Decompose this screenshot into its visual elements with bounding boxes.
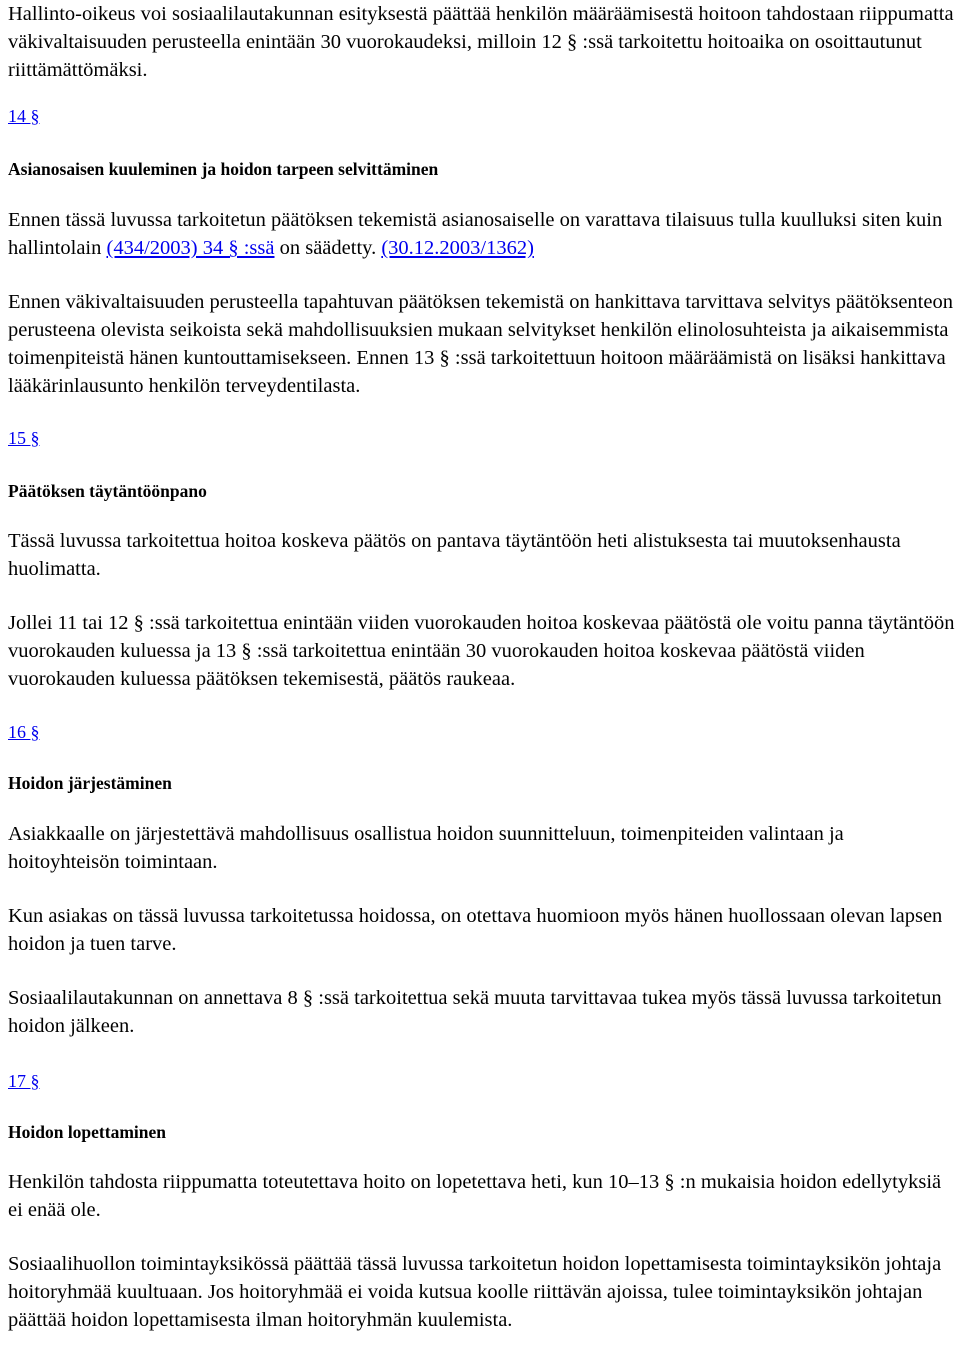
section-16-paragraph-2: Kun asiakas on tässä luvussa tarkoitetussa hoidossa, on otettava huomioon myös hänen huollossaan olevan lapsen hoidon ja tuen tarve. bbox=[8, 905, 943, 955]
amendment-reference-link[interactable]: (30.12.2003/1362) bbox=[381, 237, 534, 259]
section-14-link[interactable]: 14 § bbox=[8, 106, 40, 126]
section-17-title: Hoidon lopettaminen bbox=[8, 1122, 167, 1142]
section-15-link[interactable]: 15 § bbox=[8, 428, 40, 448]
section-16-link[interactable]: 16 § bbox=[8, 722, 40, 742]
section-15-paragraph-1: Tässä luvussa tarkoitettua hoitoa koskeva päätös on pantava täytäntöön heti alistuksesta tai muutoksenhausta huolimatta. bbox=[8, 530, 901, 580]
section-16-paragraph-1: Asiakkaalle on järjestettävä mahdollisuus osallistua hoidon suunnitteluun, toimenpiteiden valintaan ja hoitoyhteisön toimintaan. bbox=[8, 823, 844, 873]
section-15-paragraph-2: Jollei 11 tai 12 § :ssä tarkoitettua enintään viiden vuorokauden hoitoa koskevaa päätöstä ole voitu panna täytäntöön vuorokauden kuluessa ja 13 § :ssä tarkoitettua enintään 30 vuorokauden hoitoa koskevaa päätöstä viiden vuorokauden kuluessa päätöksen tekemisestä, päätös raukeaa. bbox=[8, 612, 955, 690]
section-14-title: Asianosaisen kuuleminen ja hoidon tarpeen selvittäminen bbox=[8, 159, 439, 179]
section-16-title: Hoidon järjestäminen bbox=[8, 773, 172, 793]
section-16-paragraph-3: Sosiaalilautakunnan on annettava 8 § :ssä tarkoitettua sekä muuta tarvittavaa tukea myös tässä luvussa tarkoitetun hoidon jälkeen. bbox=[8, 987, 942, 1037]
section-17-paragraph-1: Henkilön tahdosta riippumatta toteutettava hoito on lopetettava heti, kun 10–13 § :n mukaisia hoidon edellytyksiä ei enää ole. bbox=[8, 1171, 942, 1221]
section-14-paragraph-1: Ennen tässä luvussa tarkoitetun päätöksen tekemistä asianosaiselle on varattava tilaisuus tulla kuulluksi siten kuin hallintolain (434/2003) 34 § :ssä on säädetty. (30.12.2003/1362) bbox=[8, 209, 943, 259]
section-14-paragraph-2: Ennen väkivaltaisuuden perusteella tapahtuvan päätöksen tekemistä on hankittava tarvittava selvitys päätöksenteon perusteena olevista seikoista sekä mahdollisuuksien mukaan selvitykset henkilön elinolosuhteista ja aikaisemmista toimenpiteistä hänen kuntouttamisekseen. Ennen 13 § :ssä tarkoitettuun hoitoon määräämistä on lisäksi hankittava lääkärinlausunto henkilön terveydentilasta. bbox=[8, 291, 953, 397]
intro-paragraph: Hallinto-oikeus voi sosiaalilautakunnan esityksestä päättää henkilön määräämisestä hoitoon tahdostaan riippumatta väkivaltaisuuden perusteella enintään 30 vuorokaudeksi, milloin 12 § :ssä tarkoitettu hoitoaika on osoittautunut riittämättömäksi. bbox=[8, 3, 954, 81]
section-15-title: Päätöksen täytäntöönpano bbox=[8, 481, 207, 501]
section-17-link[interactable]: 17 § bbox=[8, 1071, 40, 1091]
section-17-paragraph-2: Sosiaalihuollon toimintayksikössä päättää tässä luvussa tarkoitetun hoidon lopettamisesta toimintayksikön johtaja hoitoryhmää kuultuaan. Jos hoitoryhmää ei voida kutsua koolle riittävän ajoissa, tulee toimintayksikön johtajan päättää hoidon lopettamisesta ilman hoitoryhmän kuulemista. bbox=[8, 1253, 942, 1331]
law-reference-link[interactable]: (434/2003) 34 § :ssä bbox=[106, 237, 275, 259]
